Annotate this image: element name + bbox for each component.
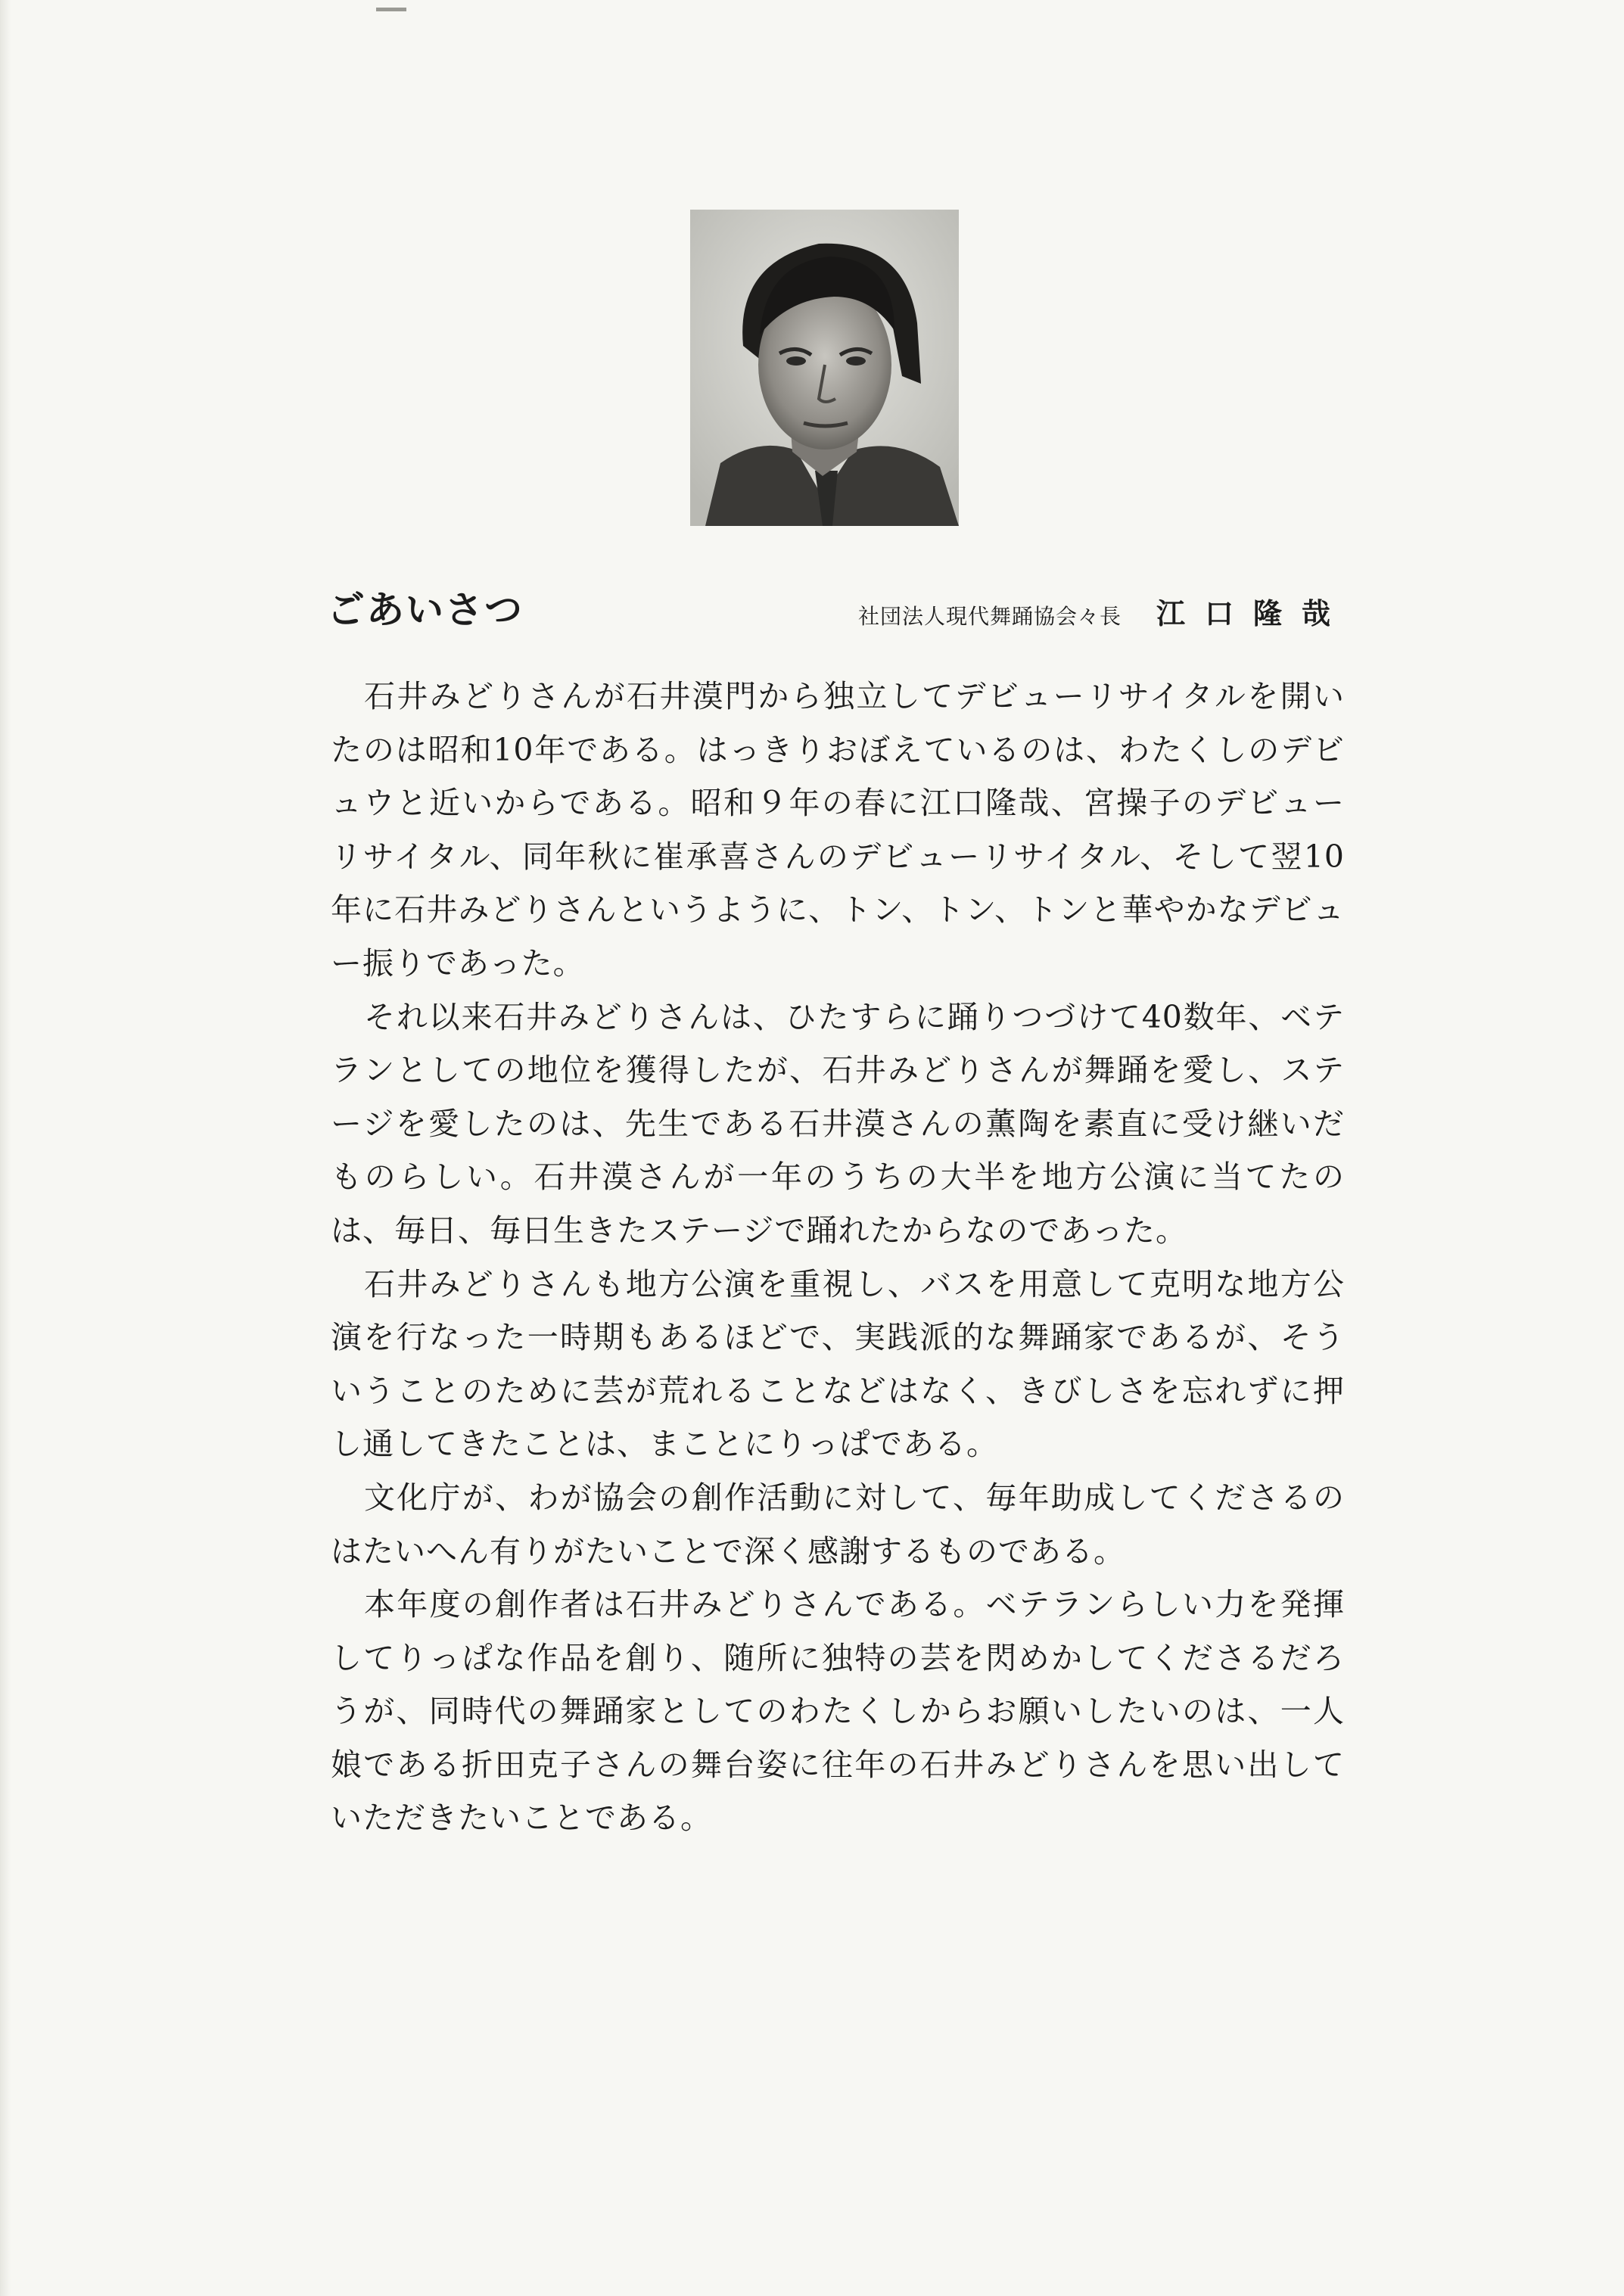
greeting-body <box>331 670 1345 1845</box>
author-line <box>857 590 1350 632</box>
author-name: 江口隆哉 <box>1156 597 1350 630</box>
paragraph: 本年度の創作者は石井みどりさんである。ベテランらしい力を発揮してりっぱな作品を創り、随所に独特の芸を閃めかしてくださるだろうが、同時代の舞踊家としてのわたくしからお願いしたいのは、一人娘である折田克子さんの舞台姿に往年の石井みどりさんを思い出していただきたいことである。 <box>331 1586 1345 1837</box>
top-mark <box>376 8 406 11</box>
portrait-photo <box>690 210 959 526</box>
paragraph: 石井みどりさんが石井漠門から独立してデビューリサイタルを開いたのは昭和10年である。はっきりおぼえているのは、わたくしのデビュウと近いからである。昭和９年の春に江口隆哉、宮操子のデビューリサイタル、同年秋に崔承喜さんのデビューリサイタル、そして翌10年に石井みどりさんというように、トン、トン、トンと華やかなデビュー振りであった。 <box>331 678 1345 982</box>
paragraph: それ以来石井みどりさんは、ひたすらに踊りつづけて40数年、ベテランとしての地位を獲得したが、石井みどりさんが舞踊を愛し、ステージを愛したのは、先生である石井漠さんの薫陶を素直に受け継いだものらしい。石井漠さんが一年のうちの大半を地方公演に当てたのは、毎日、毎日生きたステージで踊れたからなのであった。 <box>331 998 1345 1249</box>
page-title: ごあいさつ <box>327 588 524 632</box>
page-edge <box>0 0 11 2296</box>
paragraph: 石井みどりさんも地方公演を重視し、バスを用意して克明な地方公演を行なった一時期もあるほどで、実践派的な舞踊家であるが、そういうことのために芸が荒れることなどはなく、きびしさを忘れずに押し通してきたことは、まことにりっぱである。 <box>331 1265 1345 1463</box>
paragraph: 文化庁が、わが協会の創作活動に対して、毎年助成してくださるのはたいへん有りがたいことで深く感謝するものである。 <box>331 1479 1345 1570</box>
author-organization: 社団法人現代舞踊協会々長 <box>857 604 1122 629</box>
portrait-photo-icon <box>690 210 959 526</box>
